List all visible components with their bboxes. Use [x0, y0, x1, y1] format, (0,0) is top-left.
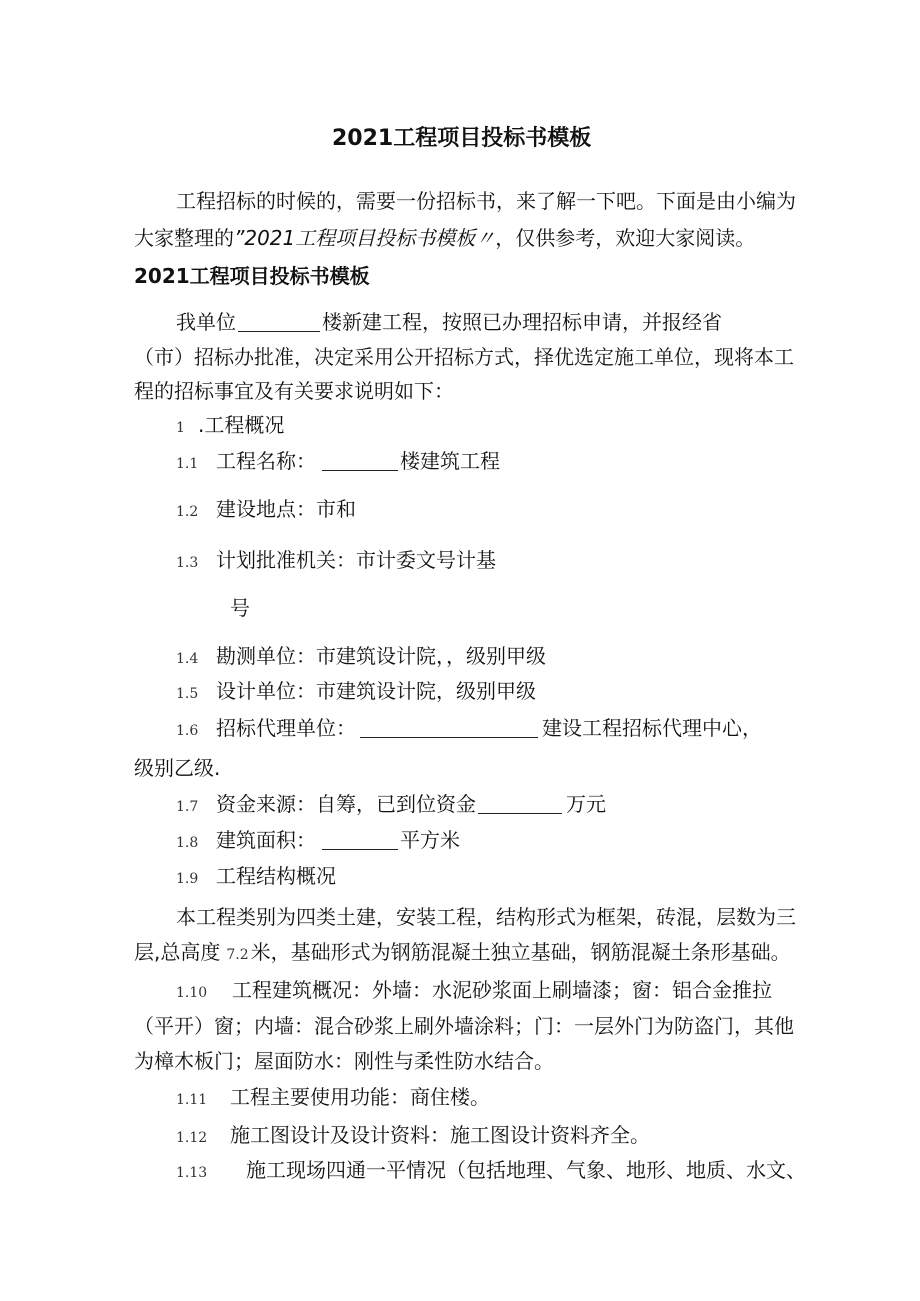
item-1-12: 1.12 施工图设计及设计资料：施工图设计资料齐全。 [176, 1122, 650, 1151]
item-1-10: 1.10 工程建筑概况：外墙：水泥砂浆面上刷墙漆；窗：铝合金推拉 [176, 977, 772, 1006]
item-number: 1.6 [176, 723, 199, 739]
item-number: 1.3 [176, 555, 199, 571]
fill-blank [238, 311, 320, 332]
item-number: 1.9 [176, 871, 199, 887]
item-number: 1.13 [176, 1165, 208, 1181]
fill-blank [322, 450, 398, 471]
fill-blank [478, 793, 562, 814]
item-number: 1.8 [176, 835, 199, 851]
title-text: 2021工程项目投标书模板 [332, 126, 592, 151]
page-title [332, 126, 591, 152]
paragraph-1-line-2: （市）招标办批准，决定采用公开招标方式，择优选定施工单位，现将本工 [134, 345, 794, 369]
item-number: 1.2 [176, 504, 199, 520]
item-number: 1.11 [176, 1092, 208, 1108]
item-1-2: 1.2 建设地点：市和 [176, 496, 356, 525]
item-1-10-line-2: （平开）窗；内墙：混合砂浆上刷外墙涂料；门：一层外门为防盗门，其他 [134, 1014, 794, 1038]
item-number: 1.4 [176, 651, 199, 667]
item-1-9: 1.9 工程结构概况 [176, 863, 336, 892]
item-1-8: 1.8 建筑面积： 平方米 [176, 827, 460, 856]
item-number: 1.12 [176, 1130, 208, 1146]
item-1-3-continuation: 号 [230, 596, 250, 620]
paragraph-1-line-3: 程的招标事宜及有关要求说明如下： [134, 379, 454, 403]
item-1-7: 1.7 资金来源：自筹，已到位资金 万元 [176, 791, 606, 820]
intro-line-1: 工程招标的时候的，需要一份招标书，来了解一下吧。下面是由小编为 [176, 189, 796, 213]
section-heading: 2021工程项目投标书模板 [134, 264, 370, 288]
fill-blank [322, 829, 398, 850]
fill-blank [360, 717, 538, 738]
item-1-6: 1.6 招标代理单位： 建设工程招标代理中心， [176, 715, 762, 744]
item-number: 1.5 [176, 686, 199, 702]
intro-line-2: 大家整理的”2021工程项目投标书模板〃，仅供参考，欢迎大家阅读。 [134, 226, 756, 250]
item-1-10-line-3: 为樟木板门；屋面防水：刚性与柔性防水结合。 [134, 1049, 554, 1073]
item-1-13: 1.13 施工现场四通一平情况（包括地理、气象、地形、地质、水文、 [176, 1157, 806, 1186]
height-value: 7.2 [226, 947, 249, 963]
item-1-1: 1.1 工程名称： 楼建筑工程 [176, 448, 500, 477]
paragraph-1-line-1: 我单位 楼新建工程，按照已办理招标申请，并报经省 [176, 310, 722, 334]
quoted-title: ”2021工程项目投标书模板〃 [234, 226, 496, 250]
item-1-6-continuation: 级别乙级. [134, 756, 221, 780]
item-1-11: 1.11 工程主要使用功能：商住楼。 [176, 1084, 490, 1113]
item-number: 1.1 [176, 456, 199, 472]
structure-line-1: 本工程类别为四类土建，安装工程，结构形式为框架，砖混，层数为三 [176, 905, 796, 929]
item-1-4: 1.4 勘测单位：市建筑设计院，，级别甲级 [176, 643, 546, 672]
item-number: 1.7 [176, 799, 199, 815]
section-1-heading: 1 .工程概况 [176, 412, 284, 441]
item-number: 1 [176, 420, 185, 436]
item-number: 1.10 [176, 985, 208, 1001]
item-1-3: 1.3 计划批准机关：市计委文号计基 [176, 547, 496, 576]
structure-line-2: 层,总高度 7.2 米，基础形式为钢筋混凝土独立基础，钢筋混凝土条形基础。 [134, 939, 791, 968]
item-1-5: 1.5 设计单位：市建筑设计院，级别甲级 [176, 678, 536, 707]
